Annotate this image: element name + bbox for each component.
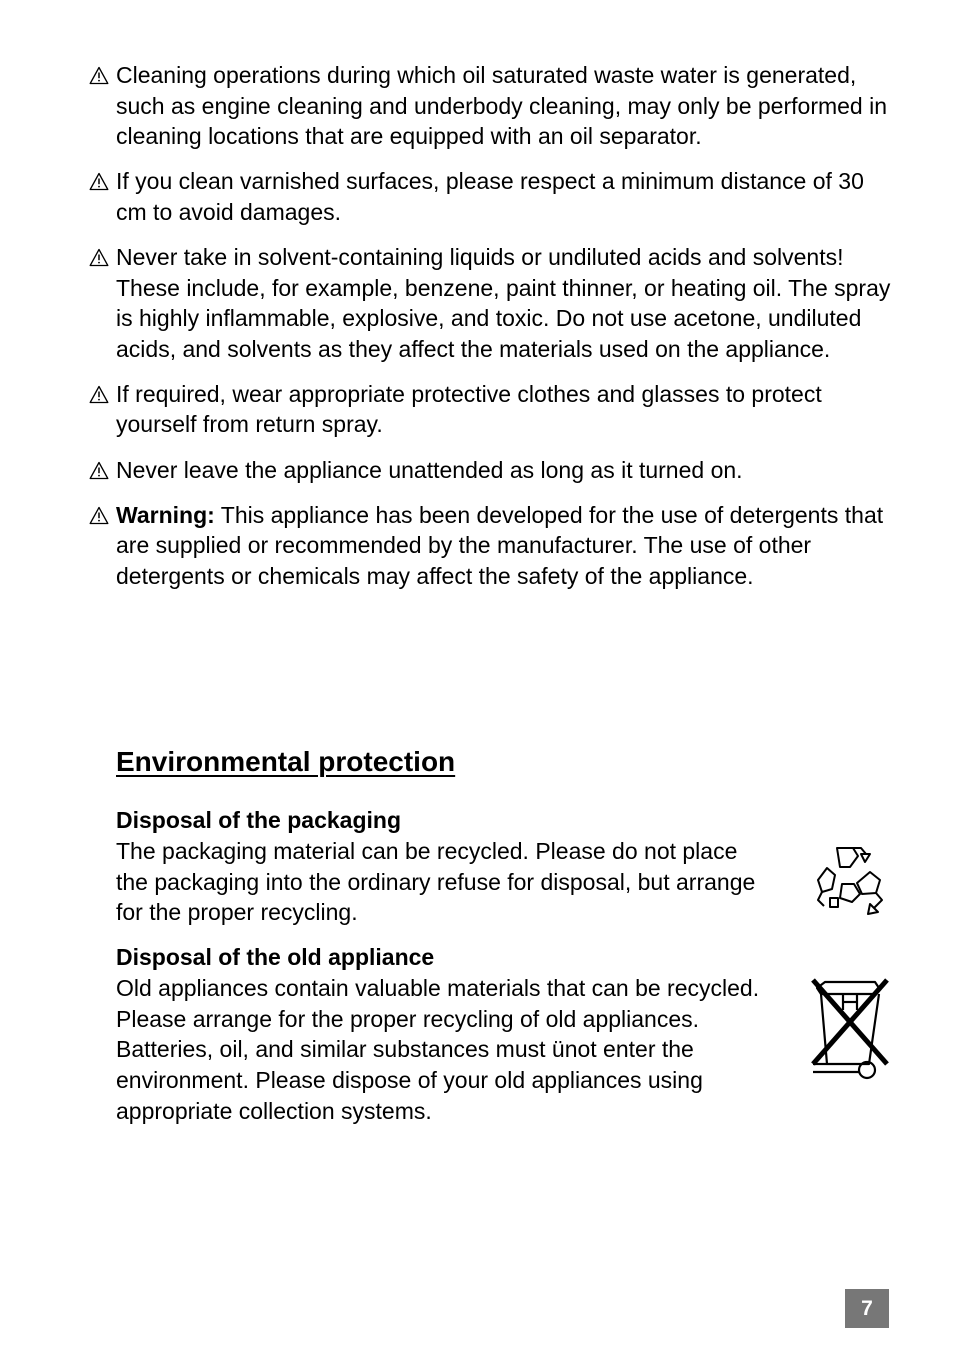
warning-triangle-icon [89,66,109,85]
safety-item-text: If required, wear appropriate protective clothes and glasses to protect yourself from return spray. [116,380,822,438]
safety-item [89,379,894,440]
warning-triangle-icon [89,385,109,404]
old-appliance-disposal-section [116,942,766,1127]
page-number: 7 [845,1289,889,1328]
crossed-out-wheelie-bin-icon [807,972,893,1082]
safety-item-text: Cleaning operations during which oil saturated waste water is generated, such as engine cleaning and underbody cleaning, may only be performed in cleaning locations that are equipped with an oil separator. [116,62,888,150]
packaging-disposal-section [116,805,766,928]
safety-item [89,166,894,227]
warning-triangle-icon [89,172,109,191]
packaging-disposal-title: Disposal of the packaging [116,807,401,833]
warning-triangle-icon [89,248,109,267]
warning-triangle-icon [89,506,109,525]
warning-triangle-icon [89,461,109,480]
safety-item-text: If you clean varnished surfaces, please respect a minimum distance of 30 cm to avoid damages. [116,168,864,225]
section-heading-environmental-protection: Environmental protection [116,746,456,777]
packaging-disposal-body: The packaging material can be recycled. Please do not place the packaging into the ordinary refuse for disposal, but arrange for the proper recycling. [116,837,756,926]
safety-item-lead: Warning: [116,501,215,528]
safety-item-text: Never leave the appliance unattended as long as it turned on. [116,456,743,483]
old-appliance-disposal-title: Disposal of the old appliance [116,944,435,970]
recycle-icon [810,840,890,920]
safety-item-text: Never take in solvent-containing liquids or undiluted acids and solvents! These include, for example, benzene, paint thinner, or heating oil. The spray is highly inflammable, explosive, and toxic. Do not use acetone, undiluted acids, and solvents as they affect the materials used on the appliance. [116,243,891,362]
safety-item [89,455,894,486]
safety-item-text: This appliance has been developed for the use of detergents that are supplied or recommended by the manufacturer. The use of other detergents or chemicals may affect the safety of the appliance. [116,501,884,589]
safety-item [89,242,894,364]
safety-instructions [89,60,894,606]
safety-item [89,60,894,152]
safety-item [89,500,894,592]
old-appliance-disposal-body: Old appliances contain valuable materials that can be recycled. Please arrange for the proper recycling of old appliances. Batteries, oil, and similar substances must ünot enter the environment. Please dispose of your old appliances using appropriate collection systems. [116,974,760,1124]
